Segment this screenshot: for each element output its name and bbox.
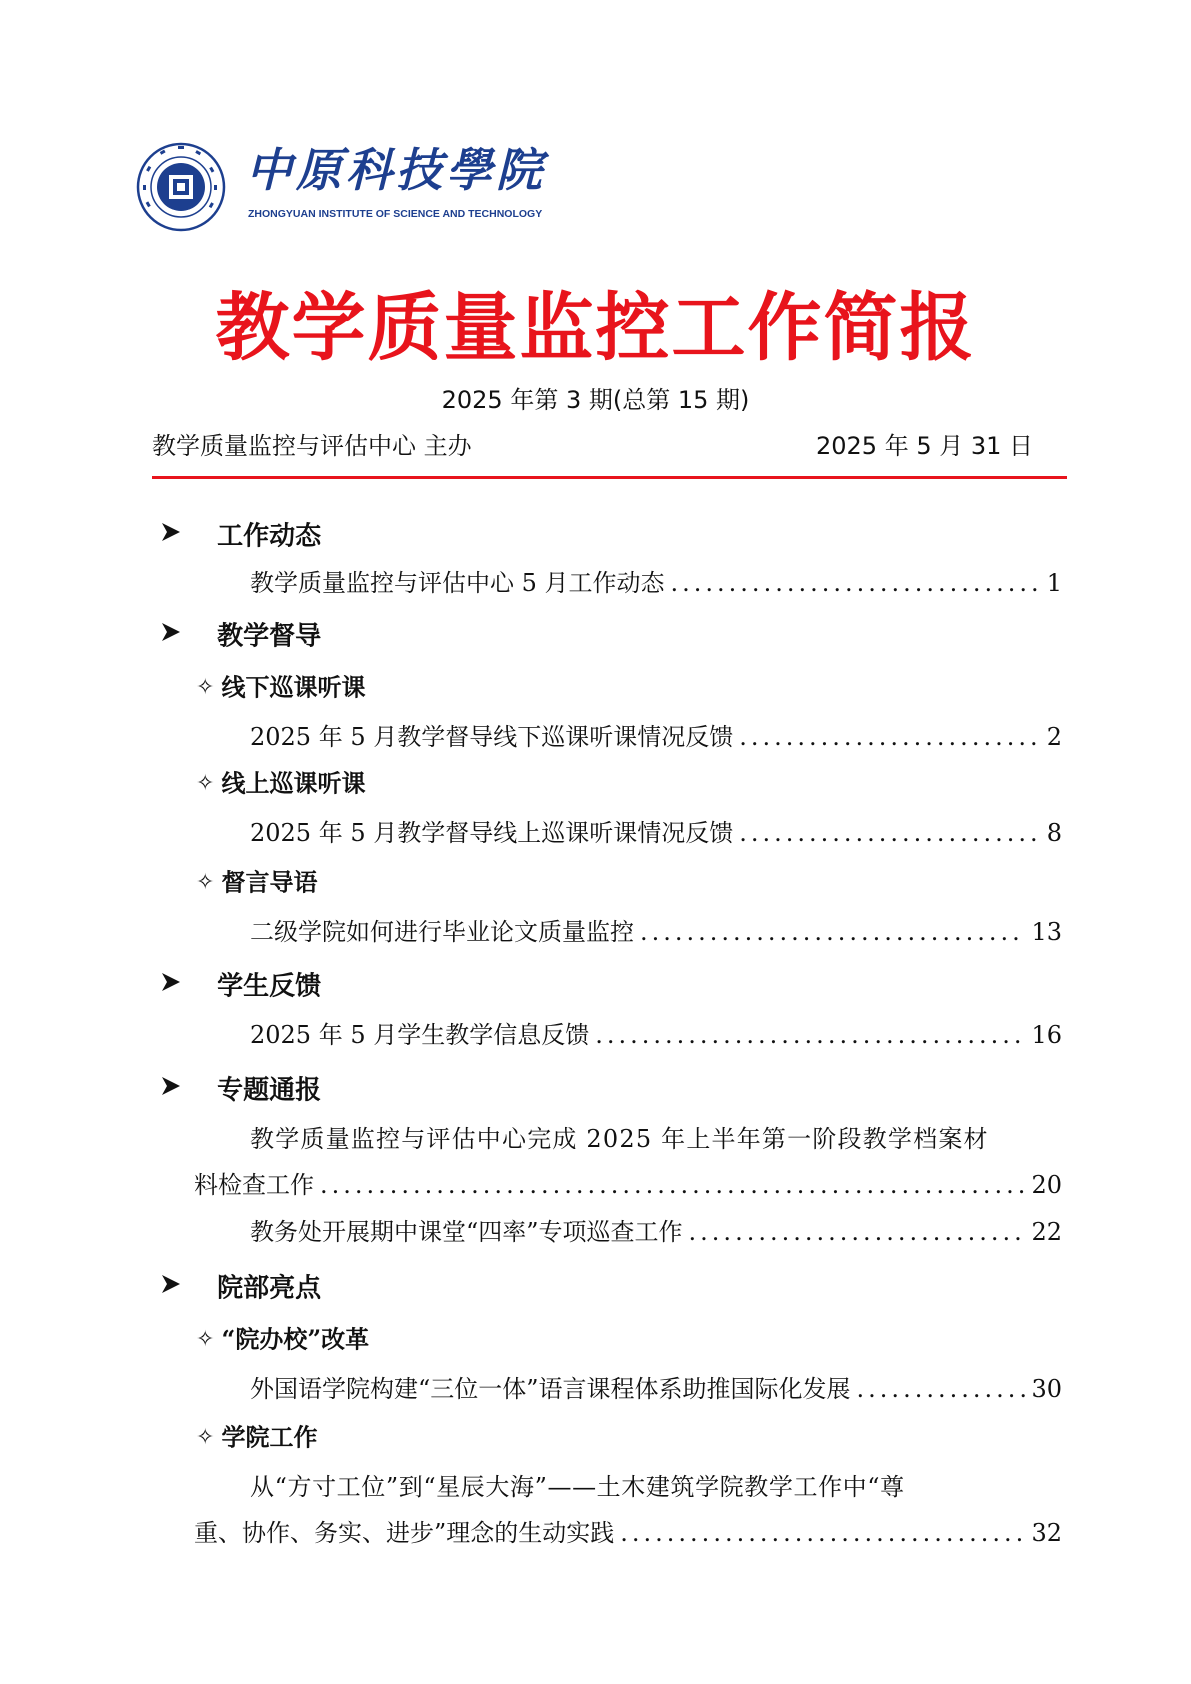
dot-leader — [620, 1515, 1025, 1551]
four-point-star-icon: ✧ — [196, 674, 215, 700]
toc-section-title: 专题通报 — [217, 1075, 322, 1106]
toc-entry-title: 2025 年 5 月教学督导线下巡课听课情况反馈 — [250, 723, 734, 751]
dot-leader — [739, 719, 1040, 755]
toc-entry[interactable] — [194, 1167, 1062, 1203]
toc-subsection[interactable] — [196, 1419, 318, 1455]
toc-entry[interactable] — [250, 565, 1062, 601]
toc-section-title: 工作动态 — [217, 521, 322, 552]
toc-section[interactable] — [160, 517, 321, 555]
arrowhead-right-icon — [160, 971, 182, 993]
arrowhead-right-icon — [160, 521, 182, 543]
publish-date: 2025 年 5 月 31 日 — [816, 432, 1034, 460]
toc-subsection[interactable] — [196, 864, 318, 900]
bulletin-title: 教学质量监控工作简报 — [215, 285, 976, 371]
arrowhead-right-icon — [160, 1075, 182, 1097]
toc-entry-line1[interactable]: 教学质量监控与评估中心完成 2025 年上半年第一阶段教学档案材 — [250, 1125, 989, 1153]
toc-page-number: 30 — [1031, 1375, 1062, 1403]
dot-leader — [640, 914, 1025, 950]
dot-leader — [320, 1167, 1025, 1203]
four-point-star-icon: ✧ — [196, 1424, 215, 1450]
toc-subsection[interactable] — [196, 1321, 369, 1357]
toc-entry-title: 教学质量监控与评估中心 5 月工作动态 — [250, 569, 665, 597]
arrowhead-right-icon — [160, 1273, 182, 1295]
toc-section[interactable] — [160, 1269, 321, 1307]
toc-entry[interactable] — [250, 1371, 1062, 1407]
toc-page-number: 2 — [1046, 723, 1062, 751]
toc-section-title: 教学督导 — [217, 621, 322, 652]
toc-page-number: 32 — [1031, 1519, 1062, 1547]
toc-page-number: 16 — [1031, 1021, 1062, 1049]
four-point-star-icon: ✧ — [196, 869, 215, 895]
school-name-en: ZHONGYUAN INSTITUTE OF SCIENCE AND TECHNOLOGY — [248, 208, 543, 220]
toc-subsection[interactable] — [196, 669, 366, 705]
four-point-star-icon: ✧ — [196, 770, 215, 796]
dot-leader — [857, 1371, 1026, 1407]
toc-entry-title: 二级学院如何进行毕业论文质量监控 — [250, 918, 634, 946]
toc-section-title: 学生反馈 — [217, 971, 322, 1002]
toc-page-number: 1 — [1046, 569, 1062, 597]
toc-entry[interactable] — [250, 815, 1062, 851]
arrowhead-right-icon — [160, 621, 182, 643]
university-seal-icon — [136, 142, 226, 232]
toc-entry-title: 外国语学院构建“三位一体”语言课程体系助推国际化发展 — [250, 1375, 851, 1403]
toc-section[interactable] — [160, 967, 321, 1005]
toc-section[interactable] — [160, 617, 321, 655]
toc-entry[interactable] — [250, 914, 1062, 950]
toc-page-number: 13 — [1031, 918, 1062, 946]
toc-entry[interactable] — [194, 1515, 1062, 1551]
toc-entry-title: 2025 年 5 月学生教学信息反馈 — [250, 1021, 590, 1049]
organizer: 教学质量监控与评估中心 主办 — [152, 432, 472, 460]
dot-leader — [595, 1017, 1025, 1053]
toc-entry-title: 教务处开展期中课堂“四率”专项巡查工作 — [250, 1218, 683, 1246]
toc-subsection-title: 督言导语 — [221, 867, 318, 897]
toc-entry[interactable] — [250, 719, 1062, 755]
toc-subsection-title: 线下巡课听课 — [221, 672, 366, 702]
header-divider — [152, 476, 1067, 479]
dot-leader — [689, 1214, 1026, 1250]
toc-entry[interactable] — [250, 1017, 1062, 1053]
toc-entry-title: 2025 年 5 月教学督导线上巡课听课情况反馈 — [250, 819, 734, 847]
toc-subsection-title: 学院工作 — [221, 1422, 318, 1452]
dot-leader — [671, 565, 1041, 601]
toc-subsection-title: 线上巡课听课 — [221, 768, 366, 798]
issue-number: 2025 年第 3 期(总第 15 期) — [441, 386, 750, 414]
toc-entry-line1[interactable]: 从“方寸工位”到“星辰大海”——土木建筑学院教学工作中“尊 — [250, 1473, 905, 1501]
toc-section-title: 院部亮点 — [217, 1273, 322, 1304]
toc-entry-title: 料检查工作 — [194, 1171, 314, 1199]
toc-page-number: 20 — [1031, 1171, 1062, 1199]
school-name-cn: 中原科技學院 — [246, 143, 546, 197]
toc-page-number: 8 — [1046, 819, 1062, 847]
toc-subsection-title: “院办校”改革 — [221, 1324, 370, 1354]
dot-leader — [739, 815, 1040, 851]
toc-entry-title: 重、协作、务实、进步”理念的生动实践 — [194, 1519, 615, 1547]
toc-page-number: 22 — [1031, 1218, 1062, 1246]
toc-section[interactable] — [160, 1071, 321, 1109]
four-point-star-icon: ✧ — [196, 1326, 215, 1352]
toc-entry[interactable] — [250, 1214, 1062, 1250]
school-logo — [136, 142, 556, 232]
toc-subsection[interactable] — [196, 765, 366, 801]
